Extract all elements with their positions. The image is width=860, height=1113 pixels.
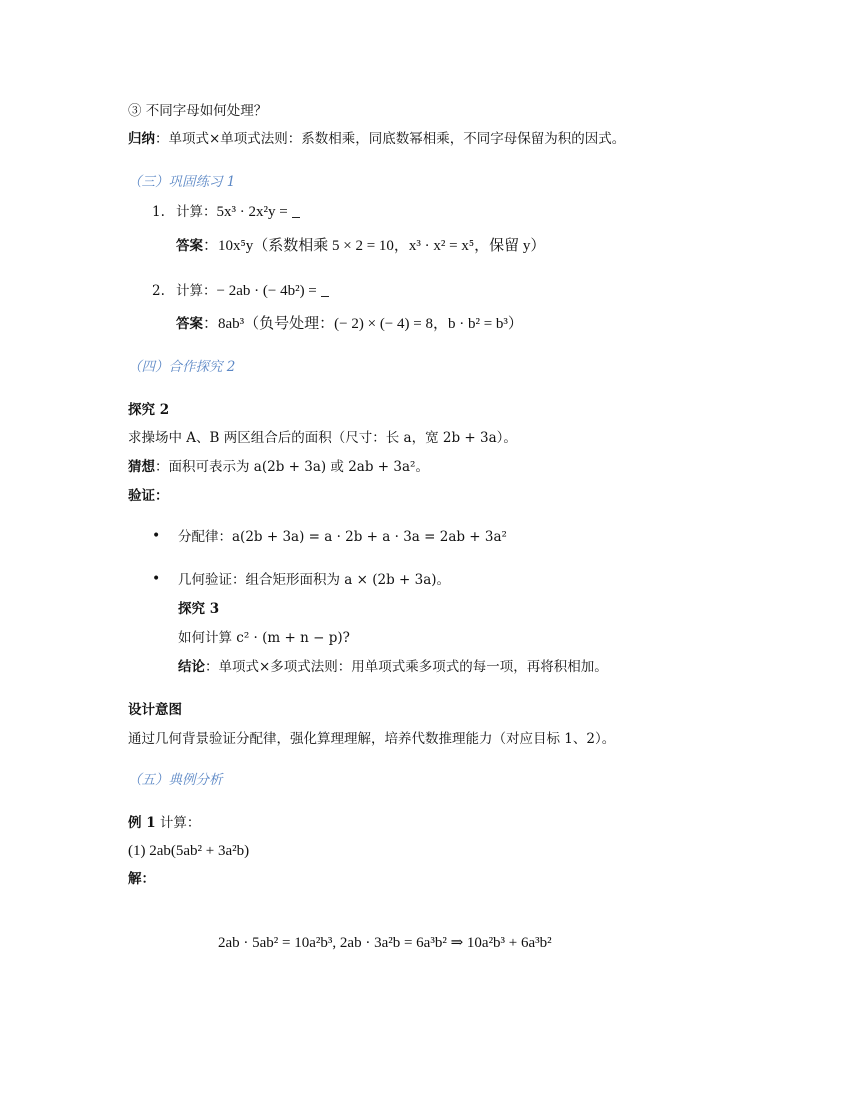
explore-3-title: 探究 3 <box>178 601 220 617</box>
design-intent-text: 通过几何背景验证分配律，强化算理理解，培养代数推理能力（对应目标 1、2）。 <box>128 731 616 747</box>
explore-3-question: 如何计算 c² · (m + n − p)? <box>178 630 350 646</box>
answer-text: ：8ab³（负号处理：(− 2) × (− 4) = 8，b · b² = b³） <box>203 316 523 332</box>
design-intent-title: 设计意图 <box>128 702 182 718</box>
example-1-text: 计算： <box>155 815 201 831</box>
section-heading-3: （三）巩固练习 1 <box>128 174 236 190</box>
guess-text: ：面积可表示为 a(2b + 3a) 或 2ab + 3a²。 <box>155 459 429 475</box>
exercise-1 <box>152 202 300 222</box>
summary-rule <box>128 129 625 149</box>
geometric-verification: 几何验证：组合矩形面积为 a × (2b + 3a)。 <box>178 572 451 588</box>
explore-2-problem: 求操场中 A、B 两区组合后的面积（尺寸：长 a，宽 2b + 3a）。 <box>128 430 517 446</box>
verify-label: 验证： <box>128 488 169 504</box>
answer-blank <box>321 284 329 297</box>
bullet-dot: • <box>152 571 161 587</box>
exercise-2 <box>152 281 329 301</box>
exercise-2-expression: − 2ab · (− 4b²) = <box>216 283 317 299</box>
section-heading-5: （五）典例分析 <box>128 772 223 788</box>
answer-text: ：10x⁵y（系数相乘 5 × 2 = 10，x³ · x² = x⁵，保留 y） <box>203 238 546 254</box>
example-1-header <box>128 813 200 833</box>
explore-2-title: 探究 2 <box>128 402 170 418</box>
summary-label: 归纳 <box>128 131 155 147</box>
conclusion-line <box>178 657 608 677</box>
distributive-law: 分配律：a(2b + 3a) = a · 2b + a · 3a = 2ab + 3a² <box>178 529 507 545</box>
section-heading-4: （四）合作探究 2 <box>128 359 236 375</box>
guess-label: 猜想 <box>128 459 155 475</box>
example-1-label: 例 1 <box>128 815 156 831</box>
question-3: ③ 不同字母如何处理？ <box>128 103 268 119</box>
exercise-1-answer <box>176 236 545 256</box>
answer-label: 答案 <box>176 316 203 332</box>
answer-label: 答案 <box>176 238 203 254</box>
exercise-2-number: 2. <box>152 283 165 299</box>
exercise-1-expression: 5x³ · 2x²y = <box>216 204 288 220</box>
conclusion-label: 结论 <box>178 659 205 675</box>
exercise-1-number: 1. <box>152 204 165 220</box>
solution-label: 解： <box>128 871 155 887</box>
bullet-dot: • <box>152 528 161 544</box>
exercise-1-prefix: 计算： <box>176 204 217 220</box>
guess-line <box>128 457 429 477</box>
exercise-2-prefix: 计算： <box>176 283 217 299</box>
conclusion-text: ：单项式×多项式法则：用单项式乘多项式的每一项，再将积相加。 <box>205 659 608 675</box>
solution-equation: 2ab · 5ab² = 10a²b³, 2ab · 3a²b = 6a³b² ⇒ 10a²b³ + 6a³b² <box>218 935 552 951</box>
summary-text: ：单项式×单项式法则：系数相乘，同底数幂相乘，不同字母保留为积的因式。 <box>155 131 626 147</box>
example-1-part-1: (1) 2ab(5ab² + 3a²b) <box>128 843 250 859</box>
exercise-2-answer <box>176 314 523 334</box>
answer-blank <box>292 205 300 218</box>
